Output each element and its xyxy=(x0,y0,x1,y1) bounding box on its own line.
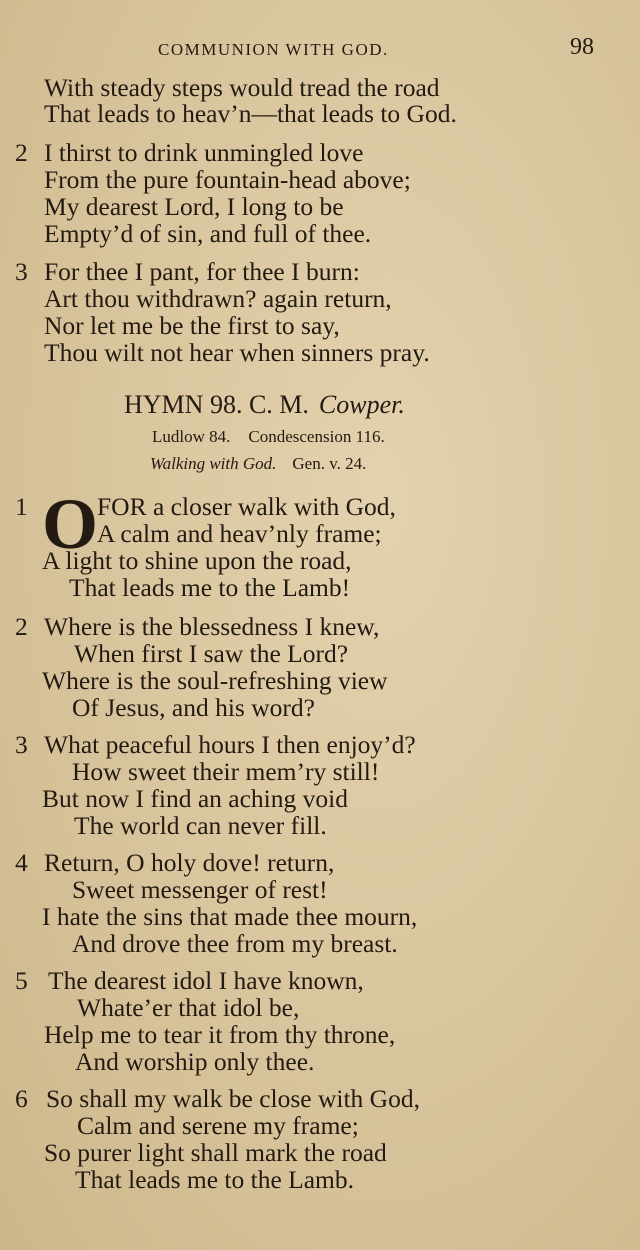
verse-line: Empty’d of sin, and full of thee. xyxy=(44,219,372,248)
hymn-subject xyxy=(150,454,366,474)
verse-line: Whate’er that idol be, xyxy=(77,993,300,1022)
hymn-number: HYMN 98. C. M. xyxy=(124,390,309,419)
verse-number: 4 xyxy=(15,848,28,877)
hymn-title xyxy=(124,390,405,420)
verse-line: Sweet messenger of rest! xyxy=(72,875,328,904)
verse-line: Nor let me be the first to say, xyxy=(44,311,340,340)
verse-line: My dearest Lord, I long to be xyxy=(44,192,344,221)
verse-line: Help me to tear it from thy throne, xyxy=(44,1020,396,1049)
tune-name: Ludlow 84. xyxy=(152,427,231,446)
verse-line: Where is the soul-refreshing view xyxy=(42,666,388,695)
continuation-line: With steady steps would tread the road xyxy=(44,73,440,102)
verse-line: That leads me to the Lamb. xyxy=(75,1165,354,1194)
verse-line: Where is the blessedness I knew, xyxy=(44,612,380,641)
verse-line: That leads me to the Lamb! xyxy=(69,573,351,602)
verse-number: 1 xyxy=(15,492,28,521)
hymn-theme: Walking with God. xyxy=(150,454,277,473)
page-header xyxy=(0,34,640,64)
verse-line: So purer light shall mark the road xyxy=(44,1138,387,1167)
verse-number: 2 xyxy=(15,138,28,167)
verse-line: Thou wilt not hear when sinners pray. xyxy=(44,338,430,367)
verse-line: But now I find an aching void xyxy=(42,784,348,813)
tune-references xyxy=(152,427,385,447)
drop-cap: O xyxy=(42,484,99,564)
verse-line: A light to shine upon the road, xyxy=(42,546,352,575)
scripture-reference: Gen. v. 24. xyxy=(292,454,367,473)
verse-line: Return, O holy dove! return, xyxy=(44,848,335,877)
verse-line: And worship only thee. xyxy=(75,1047,315,1076)
verse-line: So shall my walk be close with God, xyxy=(46,1084,420,1113)
hymn-author: Cowper. xyxy=(318,390,405,419)
verse-line: I hate the sins that made thee mourn, xyxy=(42,902,418,931)
verse-line: Of Jesus, and his word? xyxy=(72,693,315,722)
verse-number: 6 xyxy=(15,1084,28,1113)
verse-number: 3 xyxy=(15,257,28,286)
verse-line: The dearest idol I have known, xyxy=(48,966,364,995)
verse-line: And drove thee from my breast. xyxy=(72,929,398,958)
verse-number: 2 xyxy=(15,612,28,641)
verse-line: From the pure fountain-head above; xyxy=(44,165,411,194)
verse-line: A calm and heav’nly frame; xyxy=(97,519,382,548)
verse-line: For thee I pant, for thee I burn: xyxy=(44,257,360,286)
verse-line: FOR a closer walk with God, xyxy=(97,492,396,521)
tune-name: Condescension 116. xyxy=(248,427,385,446)
running-head: COMMUNION WITH GOD. xyxy=(158,40,389,59)
verse-line: The world can never fill. xyxy=(74,811,327,840)
continuation-line: That leads to heav’n—that leads to God. xyxy=(44,99,457,128)
verse-line: When first I saw the Lord? xyxy=(74,639,349,668)
verse-number: 3 xyxy=(15,730,28,759)
page-number: 98 xyxy=(570,34,594,60)
verse-line: How sweet their mem’ry still! xyxy=(72,757,380,786)
verse-number: 5 xyxy=(15,966,28,995)
verse-line: What peaceful hours I then enjoy’d? xyxy=(44,730,416,759)
verse-line: Art thou withdrawn? again return, xyxy=(44,284,392,313)
verse-line: I thirst to drink unmingled love xyxy=(44,138,364,167)
verse-line: Calm and serene my frame; xyxy=(77,1111,359,1140)
